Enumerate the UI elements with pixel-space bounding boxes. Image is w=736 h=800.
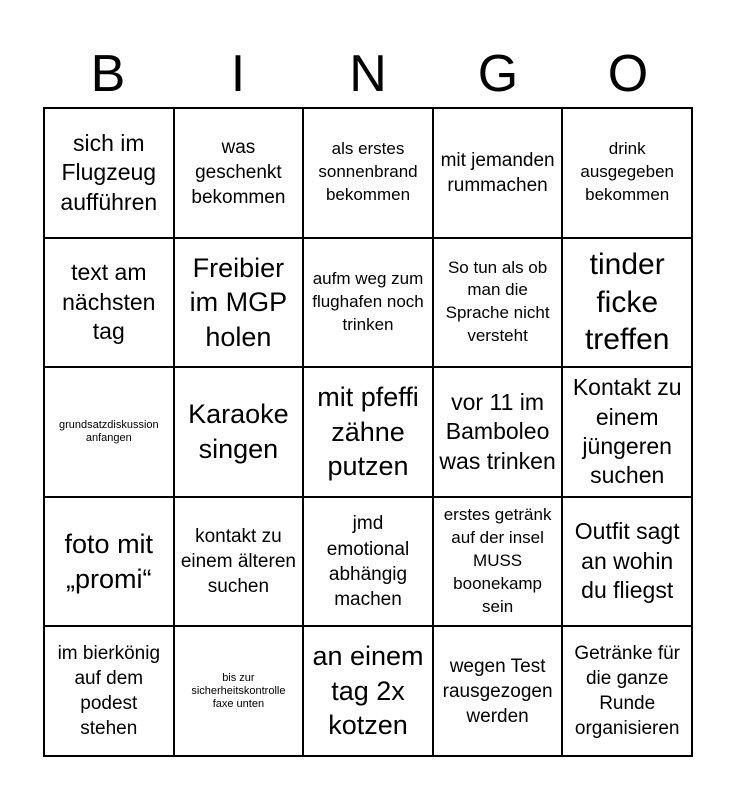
cell-text: mit jemanden rummachen [440,149,555,196]
bingo-cell-r4-c3[interactable] [303,497,433,627]
bingo-cell-r4-c1[interactable] [44,497,174,627]
cell-text: foto mit „promi“ [64,529,154,594]
bingo-cell-r3-c4[interactable] [433,367,563,497]
cell-text: So tun als ob man die Sprache nicht versteht [445,257,550,346]
bingo-cell-r4-c2[interactable] [174,497,304,627]
cell-text: aufm weg zum flughafen noch trinken [312,268,424,334]
cell-text: tinder ficke treffen [584,248,670,357]
bingo-cell-r5-c5[interactable] [562,626,692,756]
cell-text: text am nächsten tag [62,259,156,345]
cell-text: Getränke für die ganze Runde organisieren [574,643,680,740]
cell-text: bis zur sicherheitskontrolle faxe unten [191,672,286,710]
cell-text: was geschenkt bekommen [191,137,286,209]
bingo-cell-r2-c4[interactable] [433,238,563,368]
cell-text: sich im Flugzeug aufführen [60,129,158,215]
cell-text: mit pfeffi zähne putzen [317,382,419,482]
header-letter-i: I [230,45,246,103]
bingo-cell-r5-c3[interactable] [303,626,433,756]
bingo-cell-r2-c3[interactable] [303,238,433,368]
cell-text: als erstes sonnenbrand bekommen [318,139,418,205]
bingo-cell-r4-c4[interactable] [433,497,563,627]
cell-text: erstes getränk auf der insel MUSS boonekamp sein [443,505,552,616]
header-letter-g: G [477,45,519,103]
bingo-cell-r3-c2[interactable] [174,367,304,497]
bingo-cell-r4-c5[interactable] [562,497,692,627]
bingo-cell-r3-c3[interactable] [303,367,433,497]
bingo-cell-r1-c5[interactable] [562,108,692,238]
cell-text: an einem tag 2x kotzen [312,641,424,741]
bingo-header [43,40,693,108]
cell-text: drink ausgegeben bekommen [580,139,674,205]
bingo-cell-r3-c5[interactable] [562,367,692,497]
cell-text: im bierkönig auf dem podest stehen [57,643,161,740]
cell-text: kontakt zu einem älteren suchen [180,525,296,598]
bingo-cell-r5-c2[interactable] [174,626,304,756]
bingo-cell-r2-c2[interactable] [174,238,304,368]
cell-text: jmd emotional abhängig machen [326,513,410,610]
bingo-cell-r1-c4[interactable] [433,108,563,238]
header-letter-b: B [90,45,126,103]
bingo-cell-r5-c4[interactable] [433,626,563,756]
bingo-card [43,107,693,757]
cell-text: Outfit sagt an wohin du fliegst [574,518,680,604]
bingo-cell-r1-c1[interactable] [44,108,174,238]
cell-text: vor 11 im Bamboleo was trinken [439,388,556,474]
cell-text: grundsatzdiskussion anfangen [58,419,159,444]
bingo-cell-r3-c1[interactable] [44,367,174,497]
bingo-cell-r5-c1[interactable] [44,626,174,756]
header-letter-o: O [607,45,649,103]
header-letter-n: N [349,45,387,103]
cell-text: Freibier im MGP holen [189,252,288,352]
cell-text: Karaoke singen [188,399,289,464]
bingo-cell-r2-c1[interactable] [44,238,174,368]
bingo-cell-r1-c2[interactable] [174,108,304,238]
cell-text: Kontakt zu einem jüngeren suchen [572,374,682,489]
cell-text: wegen Test rausgezogen werden [442,655,553,727]
bingo-cell-r2-c5[interactable] [562,238,692,368]
bingo-cell-r1-c3[interactable] [303,108,433,238]
